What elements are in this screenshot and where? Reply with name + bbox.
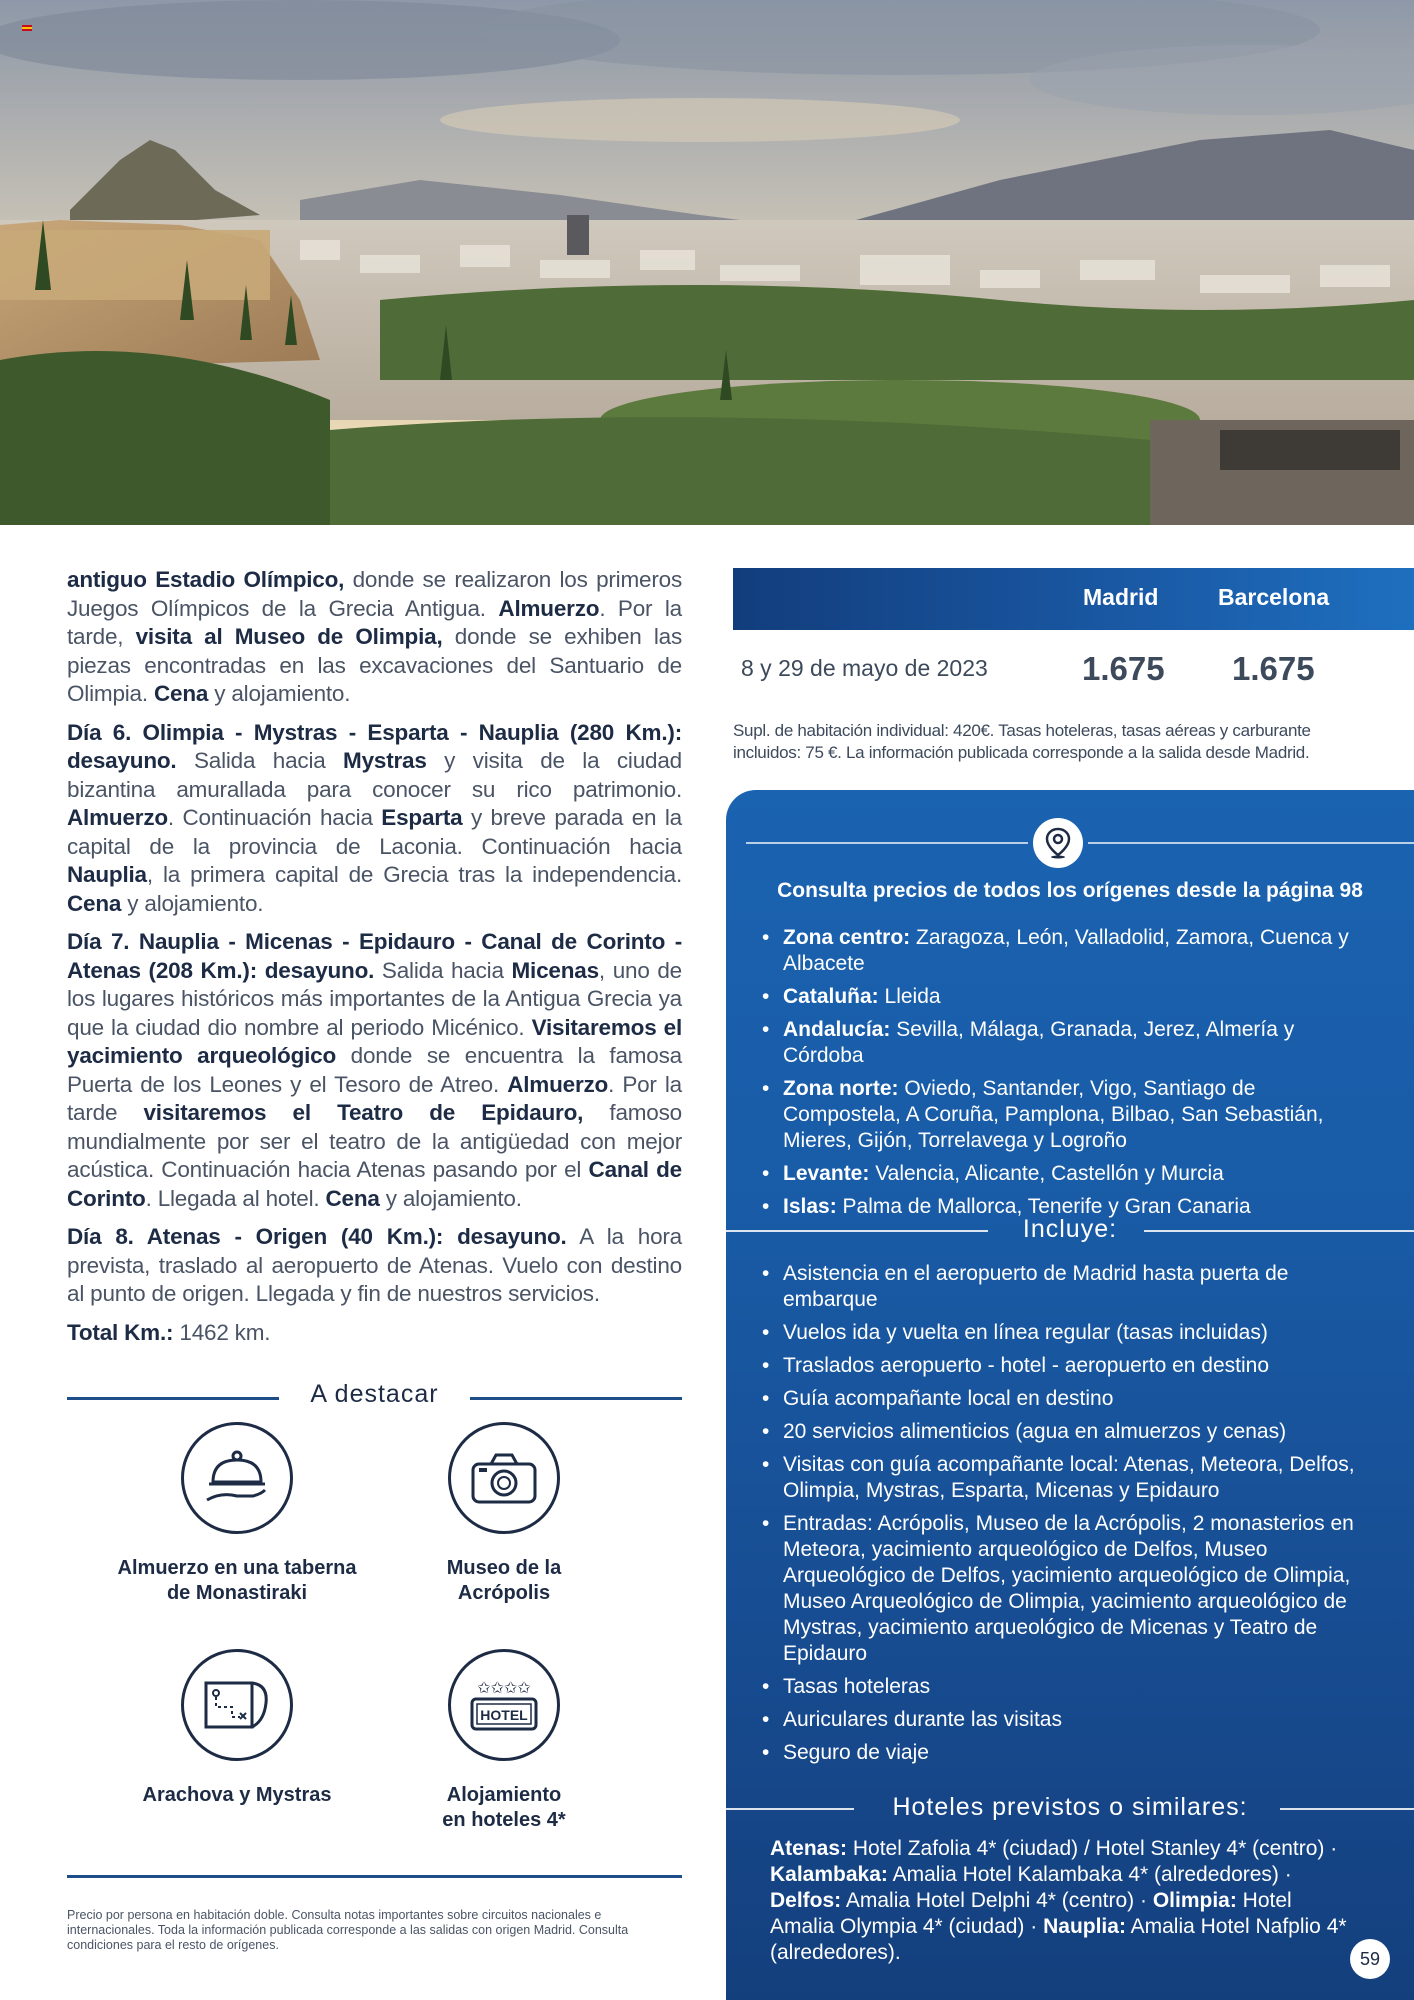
divider — [470, 1397, 682, 1400]
text-run: . Llegada al hotel. — [145, 1185, 326, 1211]
itinerary-paragraph-day7 — [67, 928, 682, 1213]
divider — [1280, 1808, 1414, 1810]
list-item: • Andalucía: Sevilla, Málaga, Granada, Jerez, Almería y Córdoba — [760, 1017, 1360, 1069]
text-run: Amalia Hotel Delphi 4* (centro) · — [841, 1889, 1153, 1912]
text-run: famoso mundialmente por ser el teatro de la antigüedad con mejor acústica. Continuación hacia Atenas pasando por el — [67, 1100, 682, 1182]
bold-text-run: Esparta — [381, 805, 463, 830]
list-item: • Levante: Valencia, Alicante, Castellón y Murcia — [760, 1161, 1360, 1187]
bold-text-run: Total Km.: — [67, 1319, 174, 1345]
text-run: Salida hacia — [374, 957, 512, 983]
list-item: • Entradas: Acrópolis, Museo de la Acrópolis, 2 monasterios en Meteora, yacimiento arqueológico de Delfos, Museo Arqueológico de Delfos, yacimiento arqueológico de Olimpia, Museo Arqueológico de Olimpia, yacimiento arqueológico de Mystras, yacimiento arqueológico de Micenas y Teatro de Epidauro — [760, 1511, 1360, 1667]
bold-text-run: Visitaremos el yacimiento arqueológico — [67, 1014, 682, 1068]
text-run: donde se exhiben las piezas encontradas en las excavaciones del Santuario de Olimpia. — [67, 624, 682, 706]
bold-text-run: Almuerzo — [498, 595, 600, 621]
bold-text-run: visita al Museo de Olimpia, — [135, 624, 443, 649]
itinerary-paragraph-day5-cont — [67, 566, 682, 709]
feature-taberna — [112, 1422, 362, 1606]
itinerary-text — [67, 566, 682, 1357]
divider — [67, 1875, 682, 1878]
bold-text-run: Micenas — [511, 957, 599, 983]
itinerary-paragraph-day6 — [67, 719, 682, 919]
text-run: Hotel Amalia Olympia 4* (ciudad) · — [770, 1889, 1292, 1938]
location-pin-icon — [1033, 818, 1083, 868]
bold-text-run: Olimpia: — [1152, 1889, 1237, 1912]
text-run: y alojamiento. — [379, 1185, 522, 1211]
camera-icon — [448, 1422, 560, 1534]
feature-label: Alojamiento en hoteles 4* — [442, 1784, 566, 1831]
incluye-title: Incluye: — [1022, 1215, 1118, 1243]
spain-flag-icon — [22, 25, 32, 31]
bold-text-run: Kalambaka: — [770, 1863, 888, 1886]
text-run: Hotel Zafolia 4* (ciudad) / Hotel Stanley 4* (centro) · — [847, 1837, 1338, 1860]
map-icon — [181, 1649, 293, 1761]
origins-list — [760, 925, 1360, 1227]
feature-label: Arachova y Mystras — [142, 1784, 332, 1806]
text-run: Salida hacia — [176, 748, 344, 773]
bold-text-run: Día 7. Nauplia - Micenas - Epidauro - Canal de Corinto - Atenas (208 Km.): desayuno. — [67, 929, 682, 983]
hoteles-heading — [726, 1793, 1414, 1825]
svg-text:✩✩✩✩: ✩✩✩✩ — [477, 1678, 531, 1697]
text-run: donde se realizaron los primeros Juegos Olímpicos de la Grecia Antigua. — [67, 567, 682, 621]
price-table-header — [733, 568, 1414, 630]
text-run: , uno de los lugares históricos más importantes de la Antigua Grecia ya que la ciudad dio nombre al periodo Micénico. — [67, 957, 682, 1040]
bold-text-run: Día 8. Atenas - Origen (40 Km.): desayuno. — [67, 1224, 567, 1249]
divider — [746, 842, 1028, 844]
text-run: Amalia Hotel Nafplio 4* (alrededores). — [770, 1915, 1347, 1964]
text-run: y visita de la ciudad bizantina amurallada para conocer su rico patrimonio. — [67, 748, 682, 802]
text-run: 1462 km. — [173, 1319, 271, 1345]
hotel-icon — [448, 1649, 560, 1761]
bold-text-run: Nauplia — [67, 862, 147, 887]
bold-text-run: antiguo Estadio Olímpico, — [67, 567, 345, 592]
bold-text-run: Cena — [325, 1185, 380, 1211]
price-column-madrid: Madrid — [1083, 584, 1159, 610]
feature-museo — [379, 1422, 629, 1606]
price-column-barcelona: Barcelona — [1218, 584, 1330, 610]
text-run: A la hora prevista, traslado al aeropuerto de Atenas. Vuelo con destino al punto de origen. Llegada y fin de nuestros servicios. — [67, 1224, 682, 1306]
list-item: • Asistencia en el aeropuerto de Madrid hasta puerta de embarque — [760, 1261, 1360, 1313]
destacar-title: A destacar — [310, 1380, 439, 1408]
list-item: • Auriculares durante las visitas — [760, 1707, 1360, 1733]
price-barcelona: 1.675 — [1232, 650, 1315, 687]
list-item: • Traslados aeropuerto - hotel - aeropuerto en destino — [760, 1353, 1360, 1379]
hotel-sign-text: HOTEL — [480, 1707, 528, 1723]
divider — [1088, 842, 1414, 844]
bold-text-run: Canal de Corinto — [67, 1157, 682, 1211]
text-run: y breve parada en la capital de la provincia de Laconia. Continuación hacia — [67, 805, 682, 859]
cloche-icon — [181, 1422, 293, 1534]
feature-hoteles — [379, 1649, 629, 1833]
bold-text-run: Día 6. Olimpia - Mystras - Esparta - Nauplia (280 Km.): desayuno. — [67, 719, 682, 773]
incluye-list — [760, 1261, 1360, 1773]
bold-text-run: Almuerzo — [67, 805, 168, 830]
list-item: • Cataluña: Lleida — [760, 984, 1360, 1010]
divider — [1144, 1230, 1414, 1232]
list-item: • Visitas con guía acompañante local: Atenas, Meteora, Delfos, Olimpia, Mystras, Esparta, Micenas y Epidauro — [760, 1452, 1360, 1504]
list-item: • Zona centro: Zaragoza, León, Valladolid, Zamora, Cuenca y Albacete — [760, 925, 1360, 977]
text-run: y alojamiento. — [208, 681, 351, 706]
hotels-text — [770, 1836, 1350, 1966]
list-item: • Islas: Palma de Mallorca, Tenerife y Gran Canaria — [760, 1194, 1360, 1220]
price-row-date: 8 y 29 de mayo de 2023 — [741, 655, 988, 681]
feature-arachova — [112, 1649, 362, 1808]
itinerary-paragraph-day8 — [67, 1223, 682, 1309]
list-item: • Guía acompañante local en destino — [760, 1386, 1360, 1412]
athens-cityscape-illustration — [0, 0, 1414, 525]
bold-text-run: Cena — [153, 681, 209, 706]
incluye-heading — [726, 1215, 1414, 1247]
price-footnote: Precio por persona en habitación doble. Consulta notas importantes sobre circuitos nacionales e internacionales. Toda la información publicada corresponde a las salidas con origen Madrid. Consulta condiciones para el resto de orígenes. — [67, 1908, 629, 1952]
list-item: • 20 servicios alimenticios (agua en almuerzos y cenas) — [760, 1419, 1360, 1445]
text-run: Amalia Hotel Kalambaka 4* (alrededores) · — [887, 1863, 1292, 1886]
list-item: • Tasas hoteleras — [760, 1674, 1360, 1700]
list-item: • Zona norte: Oviedo, Santander, Vigo, Santiago de Compostela, A Coruña, Pamplona, Bilbao, San Sebastián, Mieres, Gijón, Torrelavega y Logroño — [760, 1076, 1360, 1154]
list-item: • Seguro de viaje — [760, 1740, 1360, 1766]
feature-label: Almuerzo en una taberna de Monastiraki — [117, 1557, 357, 1604]
itinerary-total-km — [67, 1319, 682, 1348]
hero-photo-athens — [0, 0, 1414, 525]
text-run: donde se encuentra la famosa Puerta de los Leones y el Tesoro de Atreo. — [67, 1043, 682, 1097]
bold-text-run: Nauplia: — [1043, 1915, 1126, 1938]
supplement-note: Supl. de habitación individual: 420€. Tasas hoteleras, tasas aéreas y carburante incluidos: 75 €. La información publicada corresponde a la salida desde Madrid. — [733, 721, 1311, 762]
text-run: . Continuación hacia — [167, 805, 382, 830]
page-number: 59 — [1350, 1939, 1390, 1979]
hoteles-title: Hoteles previstos o similares: — [892, 1793, 1248, 1821]
bold-text-run: Cena — [67, 890, 122, 916]
text-run: . Por la tarde — [67, 1071, 682, 1125]
bold-text-run: Mystras — [343, 748, 427, 773]
bold-text-run: Atenas: — [770, 1837, 848, 1860]
bold-text-run: Almuerzo — [507, 1071, 609, 1097]
destacar-heading — [67, 1380, 682, 1416]
bold-text-run: Delfos: — [770, 1889, 842, 1912]
list-item: • Vuelos ida y vuelta en línea regular (tasas incluidas) — [760, 1320, 1360, 1346]
consulta-heading: Consulta precios de todos los orígenes desde la página 98 — [777, 879, 1363, 902]
text-run: y alojamiento. — [121, 890, 264, 916]
text-run: . Por la tarde, — [67, 595, 682, 649]
feature-label: Museo de la Acrópolis — [446, 1557, 562, 1604]
bold-text-run: visitaremos el Teatro de Epidauro, — [143, 1100, 584, 1125]
text-run: , la primera capital de Grecia tras la independencia. — [146, 862, 682, 887]
price-madrid: 1.675 — [1082, 650, 1165, 687]
